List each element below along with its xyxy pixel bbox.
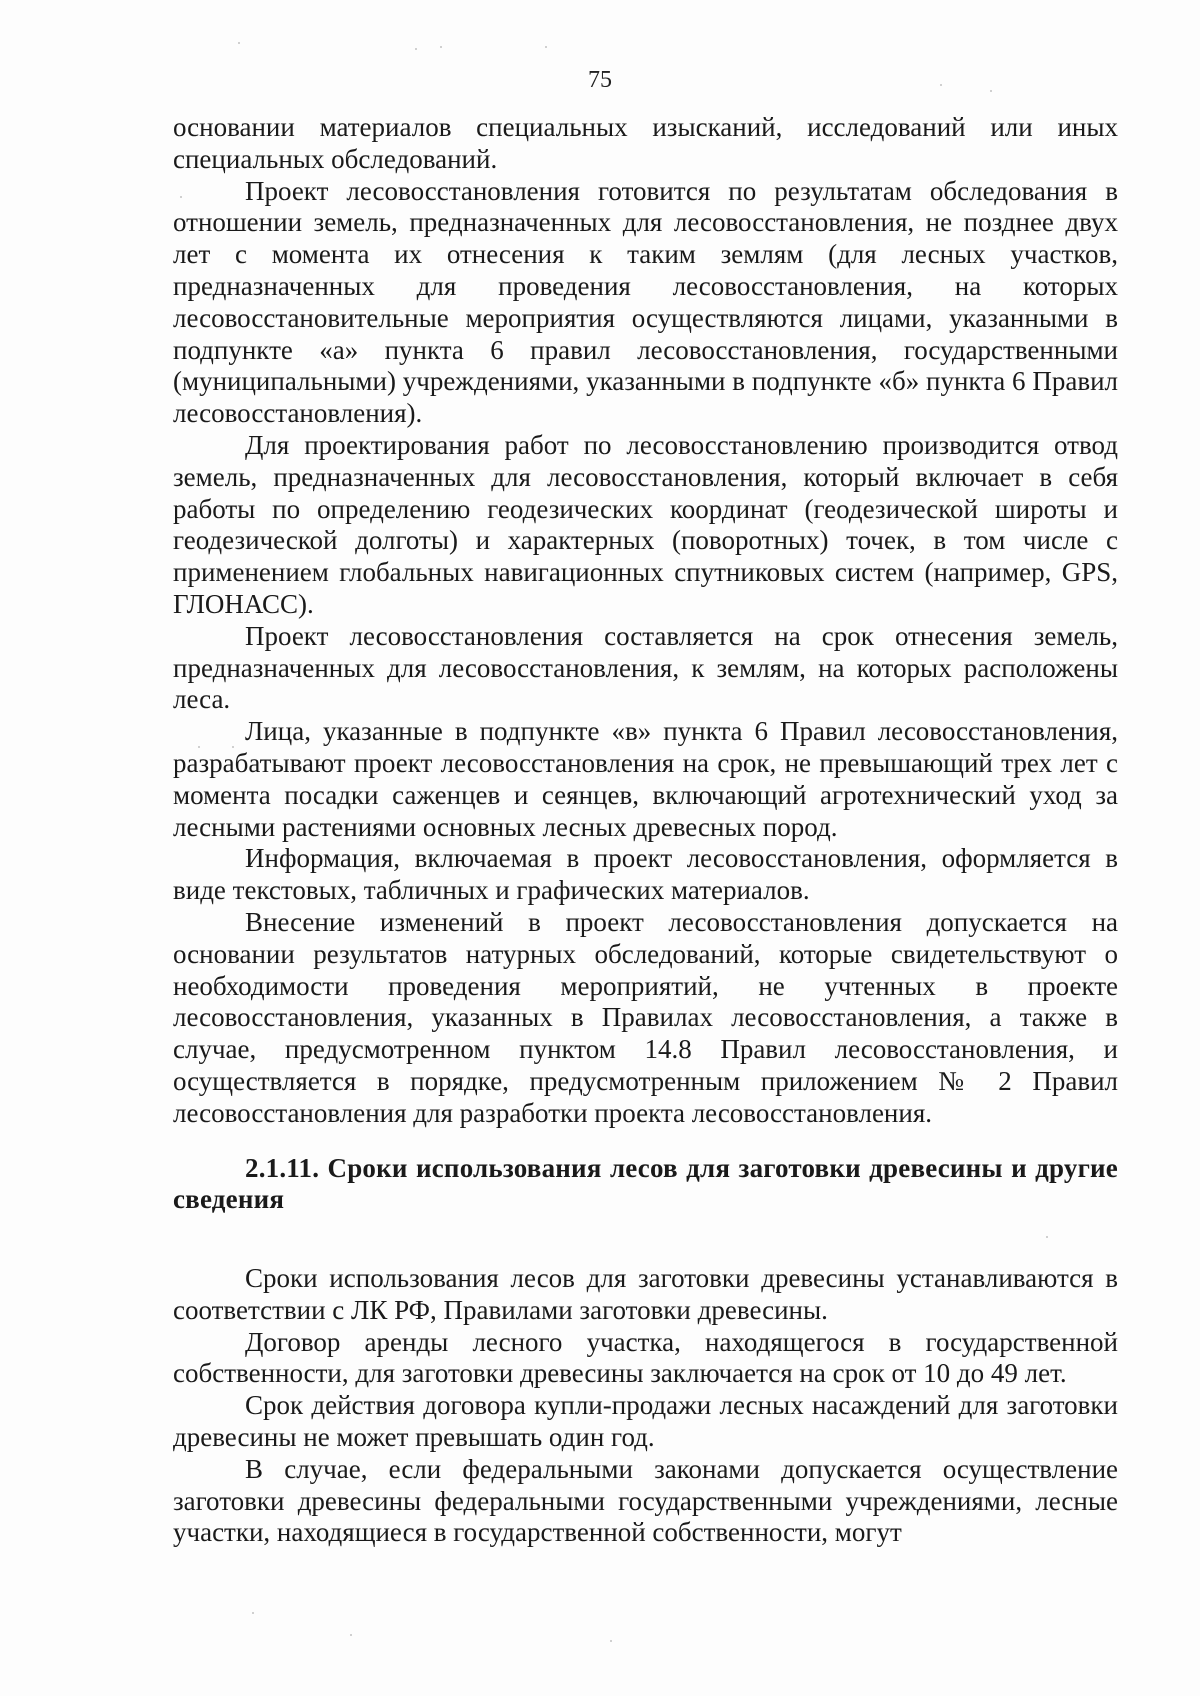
paragraph-land-allotment: Для проектирования работ по лесовосстановлению производится отвод земель, предназначенных для лесовосстановления, который включает в себя работы по определению геодезических координат (геодезической широты и геодезической долготы) и характерных (поворотных) точек, в том числе с применением глобальных навигационных спутниковых систем (например, GPS, ГЛОНАСС). [173,429,1118,619]
page-number: 75 [588,67,612,93]
scan-speck [198,746,200,748]
document-body [173,112,1118,1549]
scan-speck [610,1640,612,1642]
scan-speck [440,46,442,48]
scan-speck [232,746,234,748]
paragraph-project-preparation: Проект лесовосстановления готовится по результатам обследования в отношении земель, предназначенных для лесовосстановления, не позднее двух лет с момента их отнесения к таким землям (для лесных участков, предназначенных для проведения лесовосстановления, на которых лесовосстановительные мероприятия осуществляются лицами, указанными в подпункте «а» пункта 6 правил лесовосстановления, государственными (муниципальными) учреждениями, указанными в подпункте «б» пункта 6 Правил лесовосстановления). [173,175,1118,429]
paragraph-lease-agreement: Договор аренды лесного участка, находящегося в государственной собственности, для заготовки древесины заключается на срок от 10 до 49 лет. [173,1326,1118,1389]
paragraph-usage-terms: Сроки использования лесов для заготовки древесины устанавливаются в соответствии с ЛК РФ, Правилами заготовки древесины. [173,1263,1118,1325]
scan-speck [545,46,547,48]
scan-speck [252,1612,254,1614]
paragraph-project-information: Информация, включаемая в проект лесовосстановления, оформляется в виде текстовых, табличных и графических материалов. [173,843,1118,906]
paragraph-project-changes: Внесение изменений в проект лесовосстановления допускается на основании результатов натурных обследований, которые свидетельствуют о необходимости проведения мероприятий, не учтенных в проекте лесовосстановления, указанных в Правилах лесовосстановления, а также в случае, предусмотренном пунктом 14.8 Правил лесовосстановления, и осуществляется в порядке, предусмотренным приложением № 2 Правил лесовосстановления для разработки проекта лесовосстановления. [173,906,1118,1128]
scan-speck [415,48,417,50]
paragraph-sale-agreement: Срок действия договора купли-продажи лесных насаждений для заготовки древесины не может превышать один год. [173,1390,1118,1453]
scan-speck [350,1634,352,1636]
scan-speck [238,42,240,44]
paragraph-continuation: основании материалов специальных изысканий, исследований или иных специальных обследований. [173,112,1118,174]
scan-speck [990,90,992,92]
paragraph-project-term: Проект лесовосстановления составляется на срок отнесения земель, предназначенных для лесовосстановления, к землям, на которых расположены леса. [173,620,1118,715]
scan-speck [940,84,942,86]
scan-speck [180,196,182,198]
section-heading: 2.1.11. Сроки использования лесов для заготовки древесины и другие сведения [173,1152,1118,1215]
scan-speck [1046,1236,1048,1238]
paragraph-persons-subitem-v: Лица, указанные в подпункте «в» пункта 6 Правил лесовосстановления, разрабатывают проект лесовосстановления на срок, не превышающий трех лет с момента посадки саженцев и сеянцев, включающий агротехнический уход за лесными растениями основных лесных древесных пород. [173,716,1118,842]
paragraph-federal-institutions: В случае, если федеральными законами допускается осуществление заготовки древесины федеральными государственными учреждениями, лесные участки, находящиеся в государственной собственности, могут [173,1453,1118,1548]
